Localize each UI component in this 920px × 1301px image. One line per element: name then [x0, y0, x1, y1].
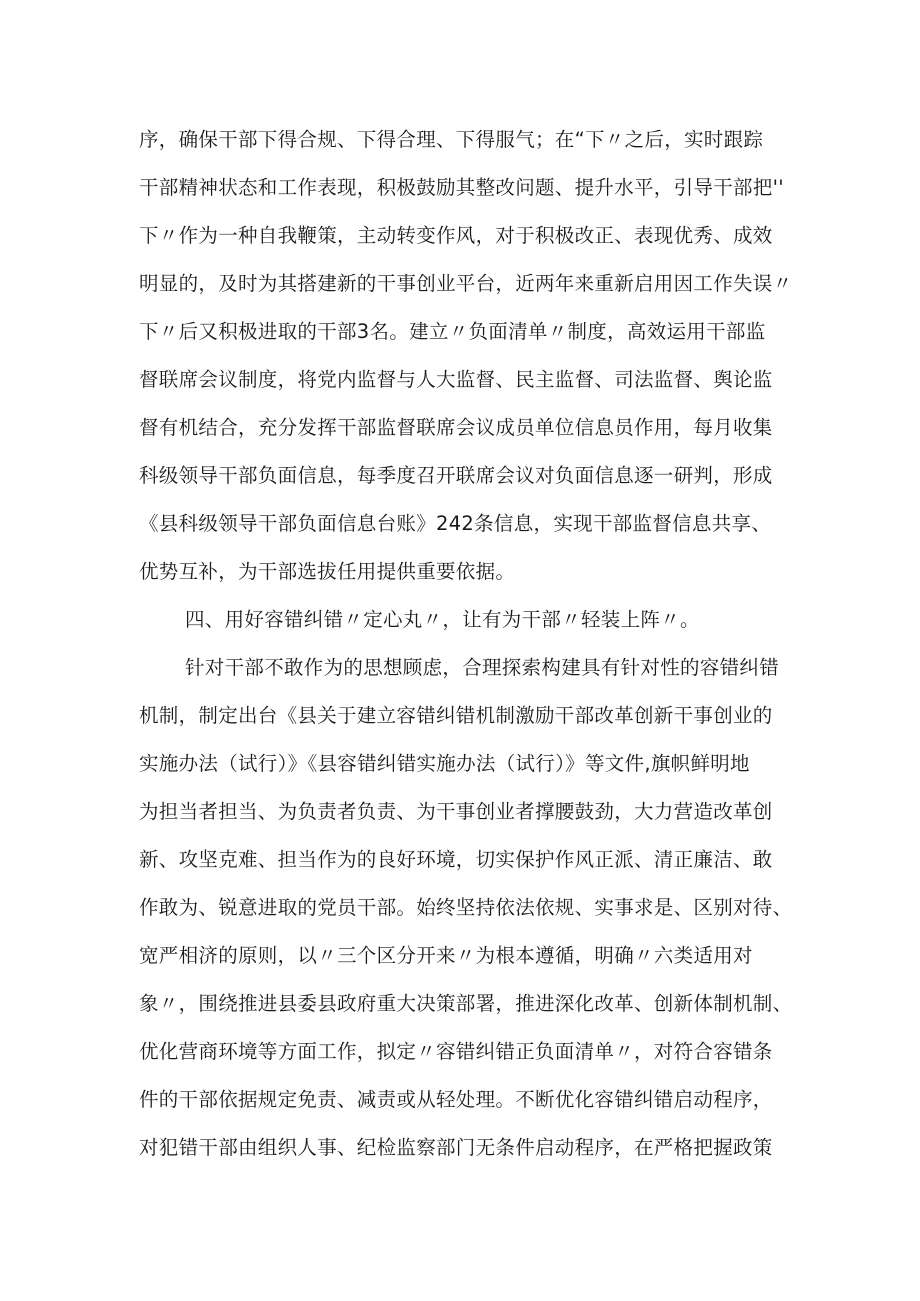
- text-line-2: 干部精神状态和工作表现，积极鼓励其整改问题、提升水平，引导干部把'': [139, 176, 784, 199]
- text-line-8: 科级领导干部负面信息，每季度召开联席会议对负面信息逐一研判，形成: [139, 464, 773, 487]
- text-line-17: 作敢为、锐意进取的党员干部。始终坚持依法依规、实事求是、区别对待、: [139, 896, 793, 919]
- text-line-13: 机制，制定出台《县关于建立容错纠错机制激励干部改革创新干事创业的: [139, 704, 773, 727]
- text-line-4: 明显的，及时为其搭建新的干事创业平台，近两年来重新启用因工作失误〃: [139, 272, 793, 295]
- text-line-10: 优势互补，为干部选拔任用提供重要依据。: [139, 560, 516, 583]
- text-line-5: 下〃后又积极进取的干部3名。建立〃负面清单〃制度，高效运用干部监: [139, 320, 766, 343]
- text-line-20: 优化营商环境等方面工作，拟定〃容错纠错正负面清单〃，对符合容错条: [139, 1040, 773, 1063]
- text-line-21: 件的干部依据规定免责、减责或从轻处理。不断优化容错纠错启动程序，: [139, 1088, 773, 1111]
- text-line-15: 为担当者担当、为负责者负责、为干事创业者撑腰鼓劲，大力营造改革创: [139, 800, 773, 823]
- text-line-1: 序，确保干部下得合规、下得合理、下得服气；在“下〃之后，实时跟踪: [139, 128, 764, 151]
- text-line-12: 针对干部不敢作为的思想顾虑，合理探索构建具有针对性的容错纠错: [185, 656, 780, 679]
- text-line-7: 督有机结合，充分发挥干部监督联席会议成员单位信息员作用，每月收集: [139, 416, 773, 439]
- text-line-6: 督联席会议制度，将党内监督与人大监督、民主监督、司法监督、舆论监: [139, 368, 773, 391]
- text-line-3: 下〃作为一种自我鞭策，主动转变作风，对于积极改正、表现优秀、成效: [139, 224, 773, 247]
- text-line-22: 对犯错干部由组织人事、纪检监察部门无条件启动程序，在严格把握政策: [139, 1136, 773, 1159]
- text-line-18: 宽严相济的原则，以〃三个区分开来〃为根本遵循，明确〃六类适用对: [139, 944, 753, 967]
- text-line-14: 实施办法（试行）》《县容错纠错实施办法（试行）》等文件,旗帜鲜明地: [139, 752, 750, 775]
- text-line-19: 象〃，围绕推进县委县政府重大决策部署，推进深化改革、创新体制机制、: [139, 992, 793, 1015]
- text-line-9: 《县科级领导干部负面信息台账》242条信息，实现干部监督信息共享、: [139, 512, 772, 535]
- text-line-16: 新、攻坚克难、担当作为的良好环境，切实保护作风正派、清正廉洁、敢: [139, 848, 773, 871]
- section-heading: 四、用好容错纠错〃定心丸〃，让有为干部〃轻装上阵〃。: [185, 608, 700, 631]
